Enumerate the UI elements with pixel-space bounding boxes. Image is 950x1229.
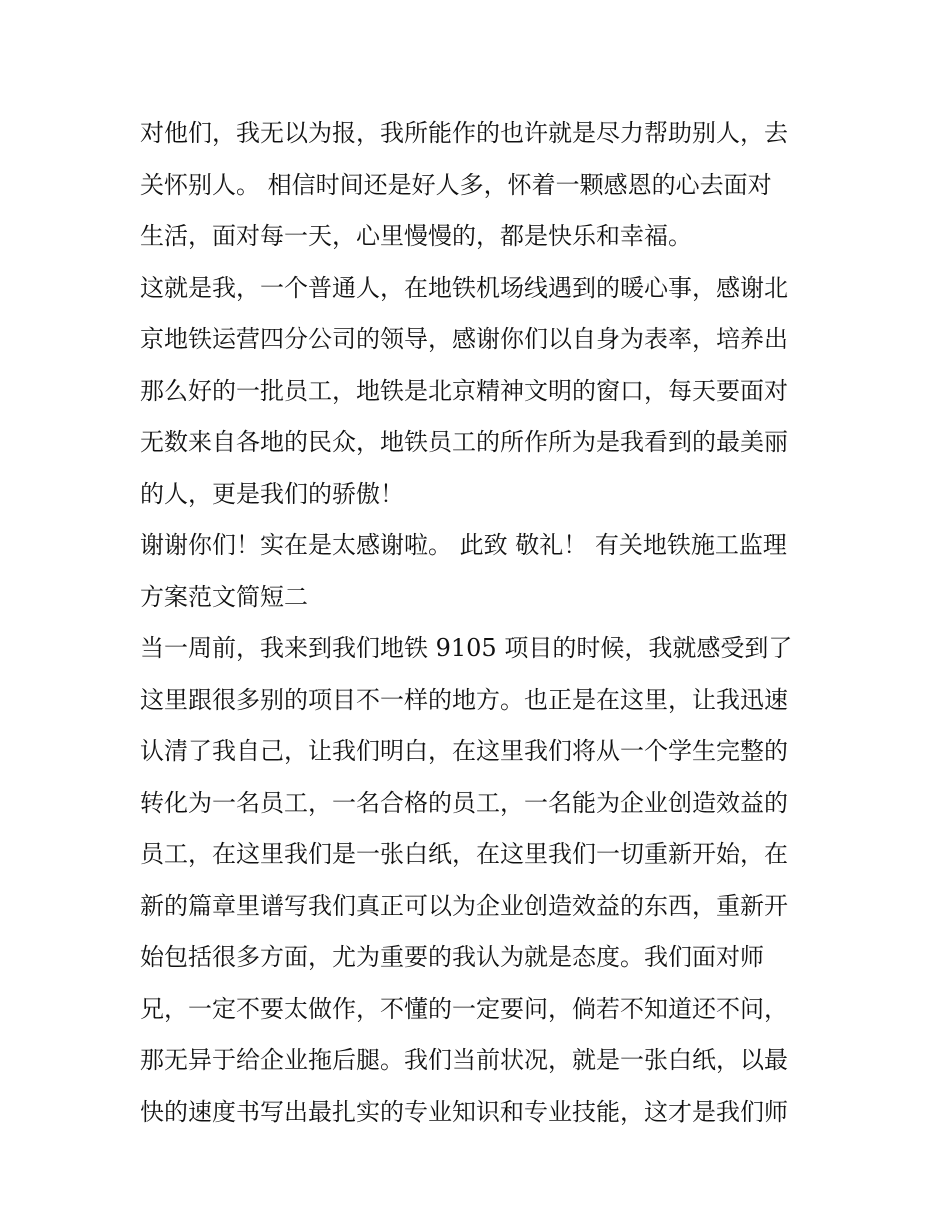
text-line: 转化为一名员工，一名合格的员工，一名能为企业创造效益的 [140, 788, 788, 817]
text-line: 那无异于给企业拖后腿。我们当前状况，就是一张白纸，以最 [140, 1046, 788, 1074]
text-line: 当一周前，我来到我们地铁 9105 项目的时候，我就感受到了 [140, 634, 793, 662]
text-line: 那么好的一批员工，地铁是北京精神文明的窗口，每天要面对 [140, 376, 788, 405]
text-line: 员工，在这里我们是一张白纸，在这里我们一切重新开始，在 [140, 840, 788, 868]
text-line: 这里跟很多别的项目不一样的地方。也正是在这里，让我迅速 [140, 685, 788, 714]
text-line: 始包括很多方面，尤为重要的我认为就是态度。我们面对师 [140, 943, 764, 971]
text-line: 这就是我，一个普通人，在地铁机场线遇到的暖心事，感谢北 [140, 273, 788, 302]
text-line: 快的速度书写出最扎实的专业知识和专业技能，这才是我们师 [140, 1097, 788, 1126]
text-line: 对他们，我无以为报，我所能作的也许就是尽力帮助别人，去 [140, 119, 788, 147]
text-line: 的人，更是我们的骄傲！ [140, 479, 404, 508]
text-line: 新的篇章里谱写我们真正可以为企业创造效益的东西，重新开 [140, 891, 788, 920]
text-line: 生活，面对每一天，心里慢慢的，都是快乐和幸福。 [140, 222, 692, 250]
text-line: 谢谢你们！实在是太感谢啦。 此致 敬礼！ 有关地铁施工监理 [140, 531, 787, 559]
text-line: 京地铁运营四分公司的领导，感谢你们以自身为表率，培养出 [140, 325, 788, 353]
text-line: 认清了我自己，让我们明白，在这里我们将从一个学生完整的 [140, 737, 788, 765]
text-line: 无数来自各地的民众，地铁员工的所作所为是我看到的最美丽 [140, 428, 788, 456]
text-line: 兄，一定不要太做作，不懂的一定要问，倘若不知道还不问， [140, 994, 788, 1023]
text-line: 关怀别人。 相信时间还是好人多，怀着一颗感恩的心去面对 [140, 170, 772, 199]
body-text [140, 108, 820, 1138]
text-line: 方案范文简短二 [140, 582, 308, 611]
